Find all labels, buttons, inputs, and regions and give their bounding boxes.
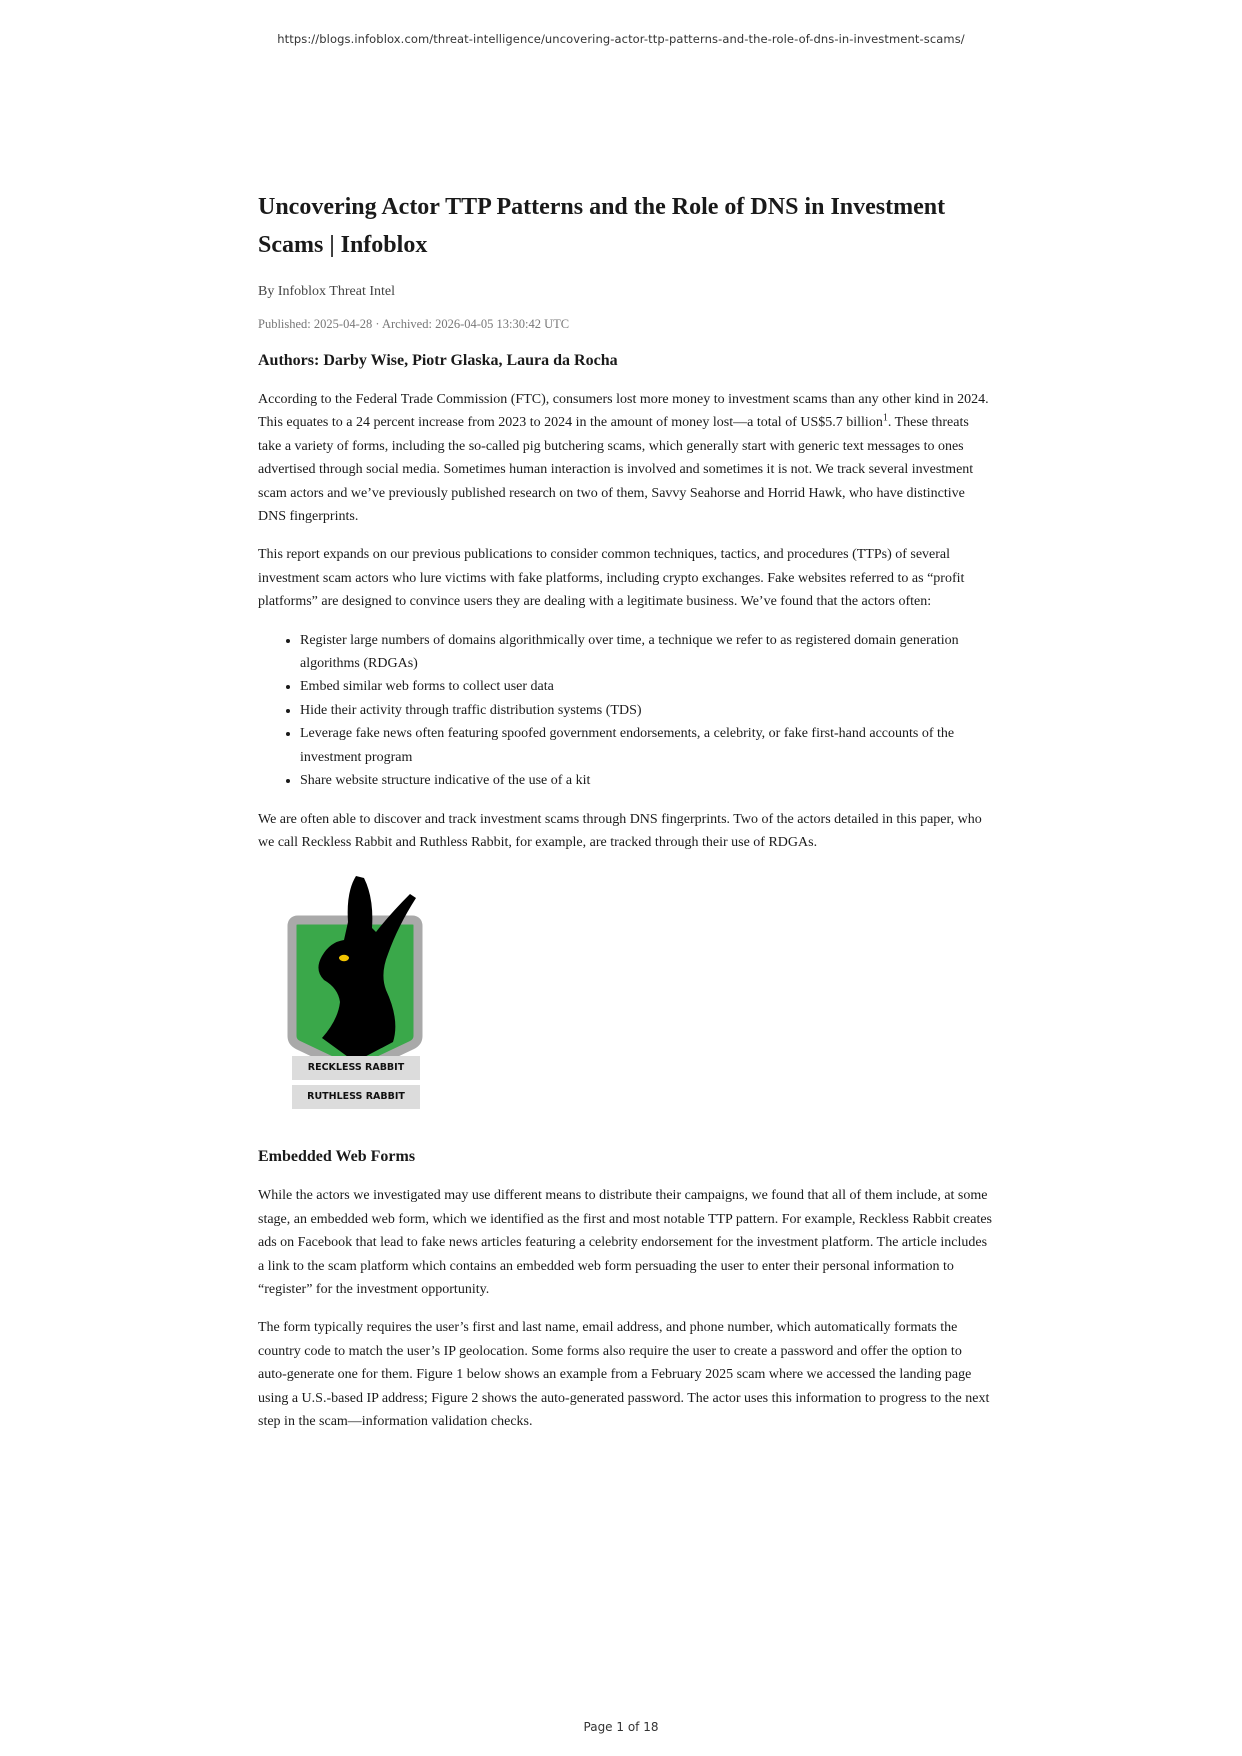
intro-paragraph-1-text-a: According to the Federal Trade Commission (FTC), consumers lost more money to investment scams than any other kind in 2024. This equates to a 24 percent increase from 2023 to 2024 in the amount of money lost—a total of US$5.7 billion (258, 392, 989, 431)
section-paragraph-1: While the actors we investigated may use different means to distribute their campaigns, we found that all of them include, at some stage, an embedded web form, which we identified as the first and most notable TTP pattern. For example, Reckless Rabbit creates ads on Facebook that lead to fake news articles featuring a celebrity endorsement for the investment platform. The article includes a link to the scam platform which contains an embedded web form persuading the user to enter their personal information to “register” for the investment opportunity. (258, 1188, 993, 1297)
intro-paragraph-1 (258, 388, 992, 528)
list-item: • Leverage fake news often featuring spoofed government endorsements, a celebrity, or fake first-hand accounts of the investment program (300, 722, 992, 769)
intro-paragraph-3: We are often able to discover and track investment scams through DNS fingerprints. Two of the actors detailed in this paper, who we call Reckless Rabbit and Ruthless Rabbit, for example, are tracked through their use of RDGAs. (258, 811, 982, 850)
byline: By Infoblox Threat Intel (258, 284, 395, 299)
publish-meta: Published: 2025-04-28 · Archived: 2026-04-05 13:30:42 UTC (258, 317, 570, 331)
list-item: • Hide their activity through traffic distribution systems (TDS) (300, 699, 992, 722)
section-heading: Embedded Web Forms (258, 1148, 416, 1166)
rabbit-logo-figure (258, 870, 438, 1118)
intro-paragraph-2: This report expands on our previous publications to consider common techniques, tactics, and procedures (TTPs) of several investment scam actors who lure victims with fake platforms, including crypto exchanges. Fake websites referred to as “profit platforms” are designed to convince users they are dealing with a legitimate business. We’ve found that the actors often: (258, 547, 965, 610)
rabbit-logo-image (258, 870, 438, 1118)
footnote-ref[interactable]: 1 (882, 412, 888, 424)
page-url: https://blogs.infoblox.com/threat-intelligence/uncovering-actor-ttp-patterns-and-the-role-of-dns-in-investment-scams/ (277, 32, 965, 46)
rabbit-eye (339, 955, 349, 961)
intro-paragraph-1-text-b: . These threats take a variety of forms, including the so-called pig butchering scams, which generally start with generic text messages to ones advertised through social media. Sometimes human interaction is involved and sometimes it is not. We track several investment scam actors and we’ve previously published research on two of them, Savvy Seahorse and Horrid Hawk, who have distinctive DNS fingerprints. (258, 415, 974, 525)
section-paragraph-2: The form typically requires the user’s first and last name, email address, and phone number, which automatically formats the country code to match the user’s IP geolocation. Some forms also require the user to create a password and offer the option to auto-generate one for them. Figure 1 below shows an example from a February 2025 scam where we accessed the landing page using a U.S.-based IP address; Figure 2 shows the auto-generated password. The actor uses this information to progress to the next step in the scam—information validation checks. (258, 1320, 990, 1429)
figure-label-reckless: RECKLESS RABBIT (307, 1062, 405, 1074)
list-item: • Embed similar web forms to collect user data (300, 675, 992, 698)
page-number: Page 1 of 18 (583, 1720, 659, 1734)
list-item: • Register large numbers of domains algorithmically over time, a technique we refer to as registered domain generation algorithms (RDGAs) (300, 629, 992, 676)
figure-label-ruthless: RUTHLESS RABBIT (307, 1091, 405, 1103)
authors-line: Authors: Darby Wise, Piotr Glaska, Laura da Rocha (258, 352, 618, 369)
ttp-list (258, 629, 992, 793)
article (258, 188, 992, 1433)
list-item: • Share website structure indicative of the use of a kit (300, 769, 992, 792)
article-title: Uncovering Actor TTP Patterns and the Role of DNS in Investment Scams | Infoblox (258, 194, 946, 258)
